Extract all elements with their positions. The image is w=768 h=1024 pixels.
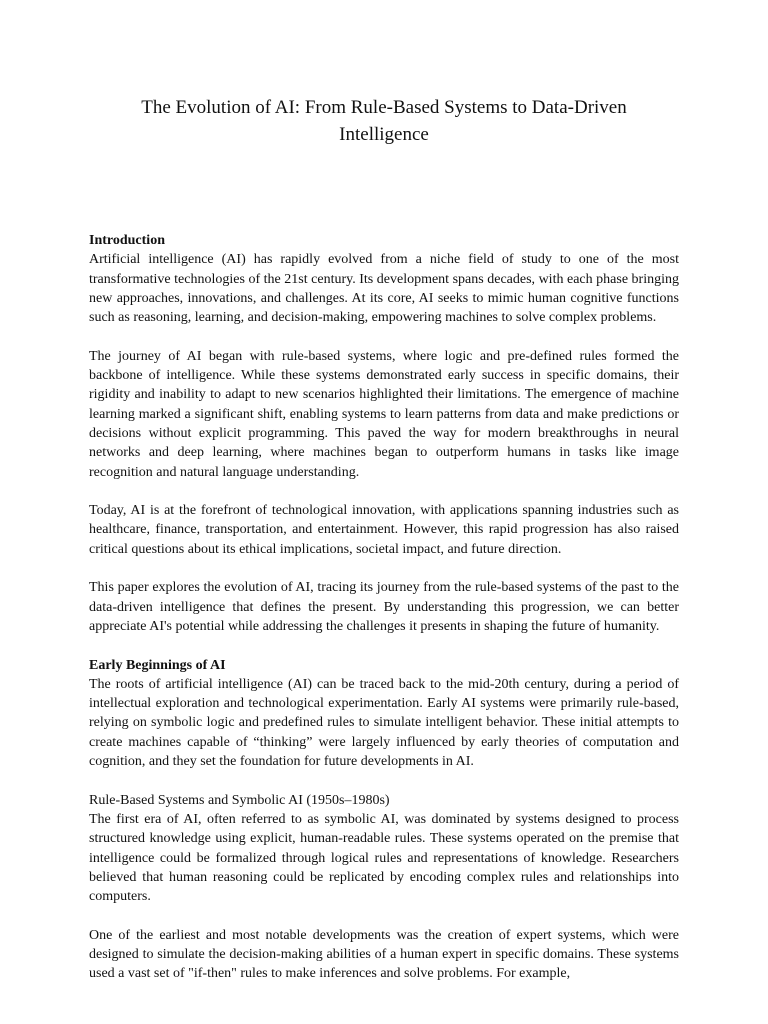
paragraph-intro-2: The journey of AI began with rule-based systems, where logic and pre-defined rules formed the backbone of intelligence. While these systems demonstrated early success in specific domains, their rigidity and inability to adapt to new scenarios highlighted their limitations. The emergence of machine learning marked a significant shift, enabling systems to learn patterns from data and make predictions or decisions without explicit programming. This paved the way for modern breakthroughs in neural networks and deep learning, where machines began to outperform humans in tasks like image recognition and natural language understanding. [89, 348, 679, 480]
document-title: The Evolution of AI: From Rule-Based Systems to Data-Driven Intelligence [141, 97, 627, 145]
section-heading-introduction: Introduction [89, 233, 165, 248]
paragraph-intro-4: This paper explores the evolution of AI, tracing its journey from the rule-based systems of the past to the data-driven intelligence that defines the present. By understanding this progression, we can better appreciate AI's potential while addressing the challenges it presents in shaping the future of humanity. [89, 580, 679, 634]
paragraph-spacer [89, 327, 679, 346]
paragraph-spacer [89, 559, 679, 578]
paragraph-spacer [89, 636, 679, 655]
subsection-heading-rule-based: Rule-Based Systems and Symbolic AI (1950s–1980s) [89, 792, 390, 808]
section-heading-early-beginnings: Early Beginnings of AI [89, 657, 226, 673]
paragraph-early-1: The roots of artificial intelligence (AI) can be traced back to the mid-20th century, during a period of intellectual exploration and technological experimentation. Early AI systems were primarily rule-based, relying on symbolic logic and predefined rules to simulate intelligent behavior. These initial attempts to create machines capable of “thinking” were largely influenced by early theories of computation and cognition, and they set the foundation for future developments in AI. [89, 676, 679, 770]
paragraph-rule-2: One of the earliest and most notable developments was the creation of expert systems, which were designed to simulate the decision-making abilities of a human expert in specific domains. These systems used a vast set of "if-then" rules to make inferences and solve problems. For example, [89, 927, 679, 982]
paragraph-rule-1: The first era of AI, often referred to as symbolic AI, was dominated by systems designed to process structured knowledge using explicit, human-readable rules. These systems operated on the premise that intelligence could be formalized through logical rules and representations of knowledge. Researchers believed that human reasoning could be replicated by encoding complex rules and relationships into computers. [89, 811, 679, 905]
paragraph-intro-1: Artificial intelligence (AI) has rapidly evolved from a niche field of study to one of the most transformative technologies of the 21st century. Its development spans decades, with each phase bringing new approaches, innovations, and challenges. At its core, AI seeks to mimic human cognitive functions such as reasoning, learning, and decision-making, empowering machines to solve complex problems. [89, 252, 679, 326]
paragraph-spacer [89, 482, 679, 501]
paragraph-intro-3: Today, AI is at the forefront of technological innovation, with applications spanning industries such as healthcare, finance, transportation, and entertainment. However, this rapid progression has also raised critical questions about its ethical implications, societal impact, and future direction. [89, 503, 679, 557]
paragraph-spacer [89, 906, 679, 925]
paragraph-spacer [89, 771, 679, 790]
